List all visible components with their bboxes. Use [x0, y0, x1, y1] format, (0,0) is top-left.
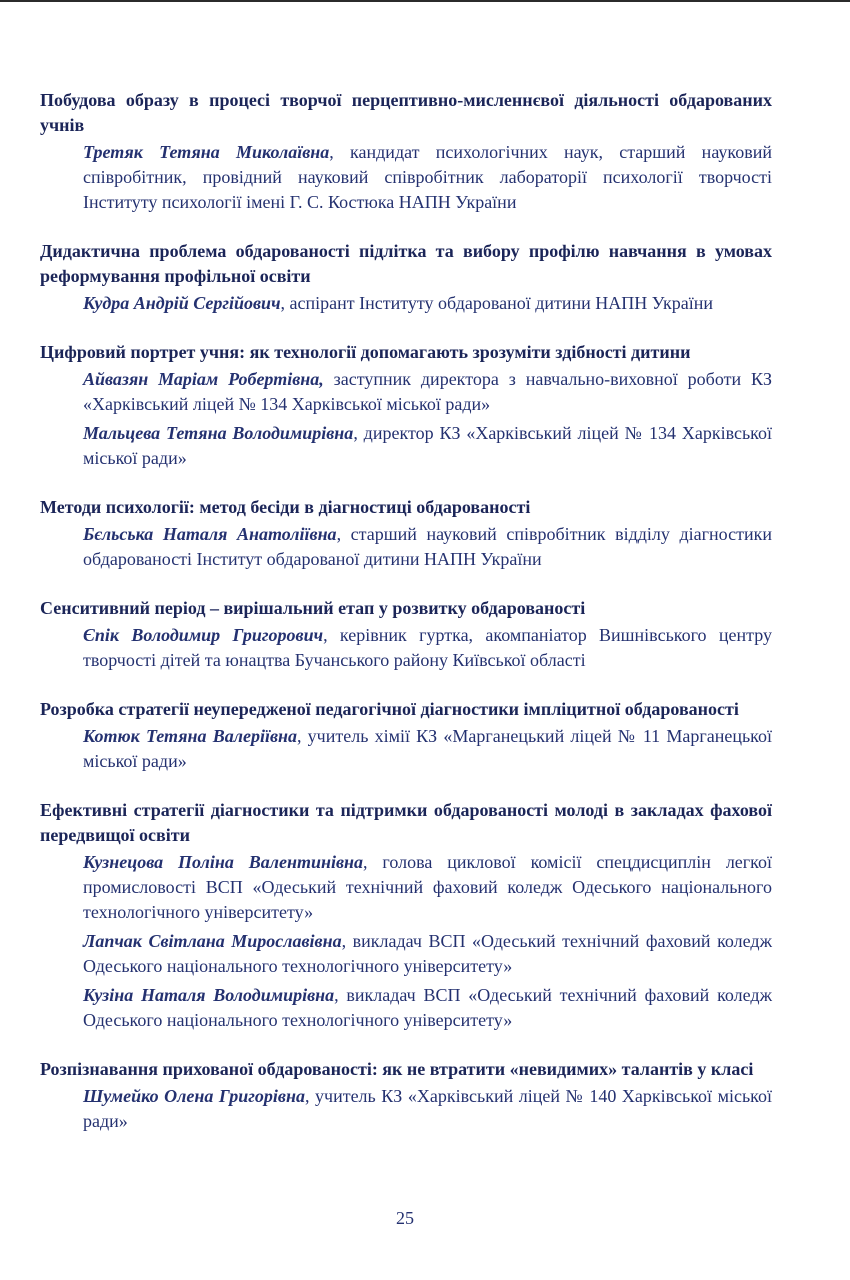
author-line: [83, 623, 772, 673]
contents-entry: [40, 798, 772, 1033]
author-affiliation: , керівник гуртка, акомпаніатор Вишнівського центру творчості дітей та юнацтва Бучанського району Київської області: [83, 625, 772, 670]
article-title: Цифровий портрет учня: як технології допомагають зрозуміти здібності дитини: [40, 342, 691, 362]
author-line: [83, 850, 772, 925]
contents-entry: [40, 239, 772, 316]
author-line: [83, 724, 772, 774]
author-line: [83, 983, 772, 1033]
author-name: Кудра Андрій Сергійович: [83, 293, 281, 313]
article-title: Розробка стратегії неупередженої педагогічної діагностики імпліцитної обдарованості: [40, 699, 739, 719]
author-line: [83, 291, 772, 316]
author-line: [83, 140, 772, 215]
author-name: Котюк Тетяна Валеріївна: [83, 726, 297, 746]
contents-entry: [40, 596, 772, 673]
author-line: [83, 1084, 772, 1134]
author-line: [83, 421, 772, 471]
author-affiliation: , викладач ВСП «Одеський технічний фаховий коледж Одеського національного технологічного університету»: [83, 931, 773, 976]
author-affiliation: , голова циклової комісії спецдисциплін легкої промисловості ВСП «Одеський технічний фаховий коледж Одеського національного технологічного університету»: [83, 852, 773, 922]
author-name: Айвазян Маріам Робертівна,: [83, 369, 324, 389]
contents-entry: [40, 495, 772, 572]
author-affiliation: , учитель КЗ «Харківський ліцей № 140 Харківської міської ради»: [83, 1086, 773, 1131]
author-name: Бєльська Наталя Анатоліївна: [83, 524, 337, 544]
author-name: Лапчак Світлана Мирославівна: [83, 931, 342, 951]
article-title: Сенситивний період – вирішальний етап у розвитку обдарованості: [40, 598, 586, 618]
author-name: Третяк Тетяна Миколаївна: [83, 142, 330, 162]
author-affiliation: , викладач ВСП «Одеський технічний фаховий коледж Одеського національного технологічного університету»: [83, 985, 773, 1030]
page-number: 25: [396, 1208, 414, 1228]
author-affiliation: , старший науковий співробітник відділу діагностики обдарованості Інститут обдарованої дитини НАПН України: [83, 524, 772, 569]
author-affiliation: , аспірант Інституту обдарованої дитини НАПН України: [280, 293, 713, 313]
author-affiliation: , кандидат психологічних наук, старший науковий співробітник, провідний науковий співробітник лабораторії психології творчості Інституту психології імені Г. С. Костюка НАПН України: [83, 142, 772, 212]
contents-entry: [40, 88, 772, 215]
contents-entry: [40, 340, 772, 471]
contents-list: [40, 88, 772, 1158]
author-name: Єпік Володимир Григорович: [83, 625, 324, 645]
contents-entry: [40, 1057, 772, 1134]
author-affiliation: , учитель хімії КЗ «Марганецький ліцей № 11 Марганецької міської ради»: [83, 726, 772, 771]
article-title: Методи психології: метод бесіди в діагностиці обдарованості: [40, 497, 531, 517]
article-title: Розпізнавання прихованої обдарованості: як не втратити «невидимих» талантів у класі: [40, 1059, 754, 1079]
author-affiliation: заступник директора з навчально-виховної роботи КЗ «Харківський ліцей № 134 Харківської міської ради»: [83, 369, 773, 414]
author-line: [83, 522, 772, 572]
top-border-line: [0, 0, 850, 2]
article-title: Дидактична проблема обдарованості підлітка та вибору профілю навчання в умовах реформування профільної освіти: [40, 241, 772, 286]
author-line: [83, 929, 772, 979]
contents-entry: [40, 697, 772, 774]
author-line: [83, 367, 772, 417]
author-name: Шумейко Олена Григорівна: [83, 1086, 305, 1106]
article-title: Побудова образу в процесі творчої перцептивно-мисленнєвої діяльності обдарованих учнів: [40, 90, 772, 135]
article-title: Ефективні стратегії діагностики та підтримки обдарованості молоді в закладах фахової передвищої освіти: [40, 800, 772, 845]
author-name: Мальцева Тетяна Володимирівна: [83, 423, 354, 443]
author-name: Кузнецова Поліна Валентинівна: [83, 852, 364, 872]
author-name: Кузіна Наталя Володимирівна: [83, 985, 335, 1005]
author-affiliation: , директор КЗ «Харківський ліцей № 134 Харківської міської ради»: [83, 423, 772, 468]
